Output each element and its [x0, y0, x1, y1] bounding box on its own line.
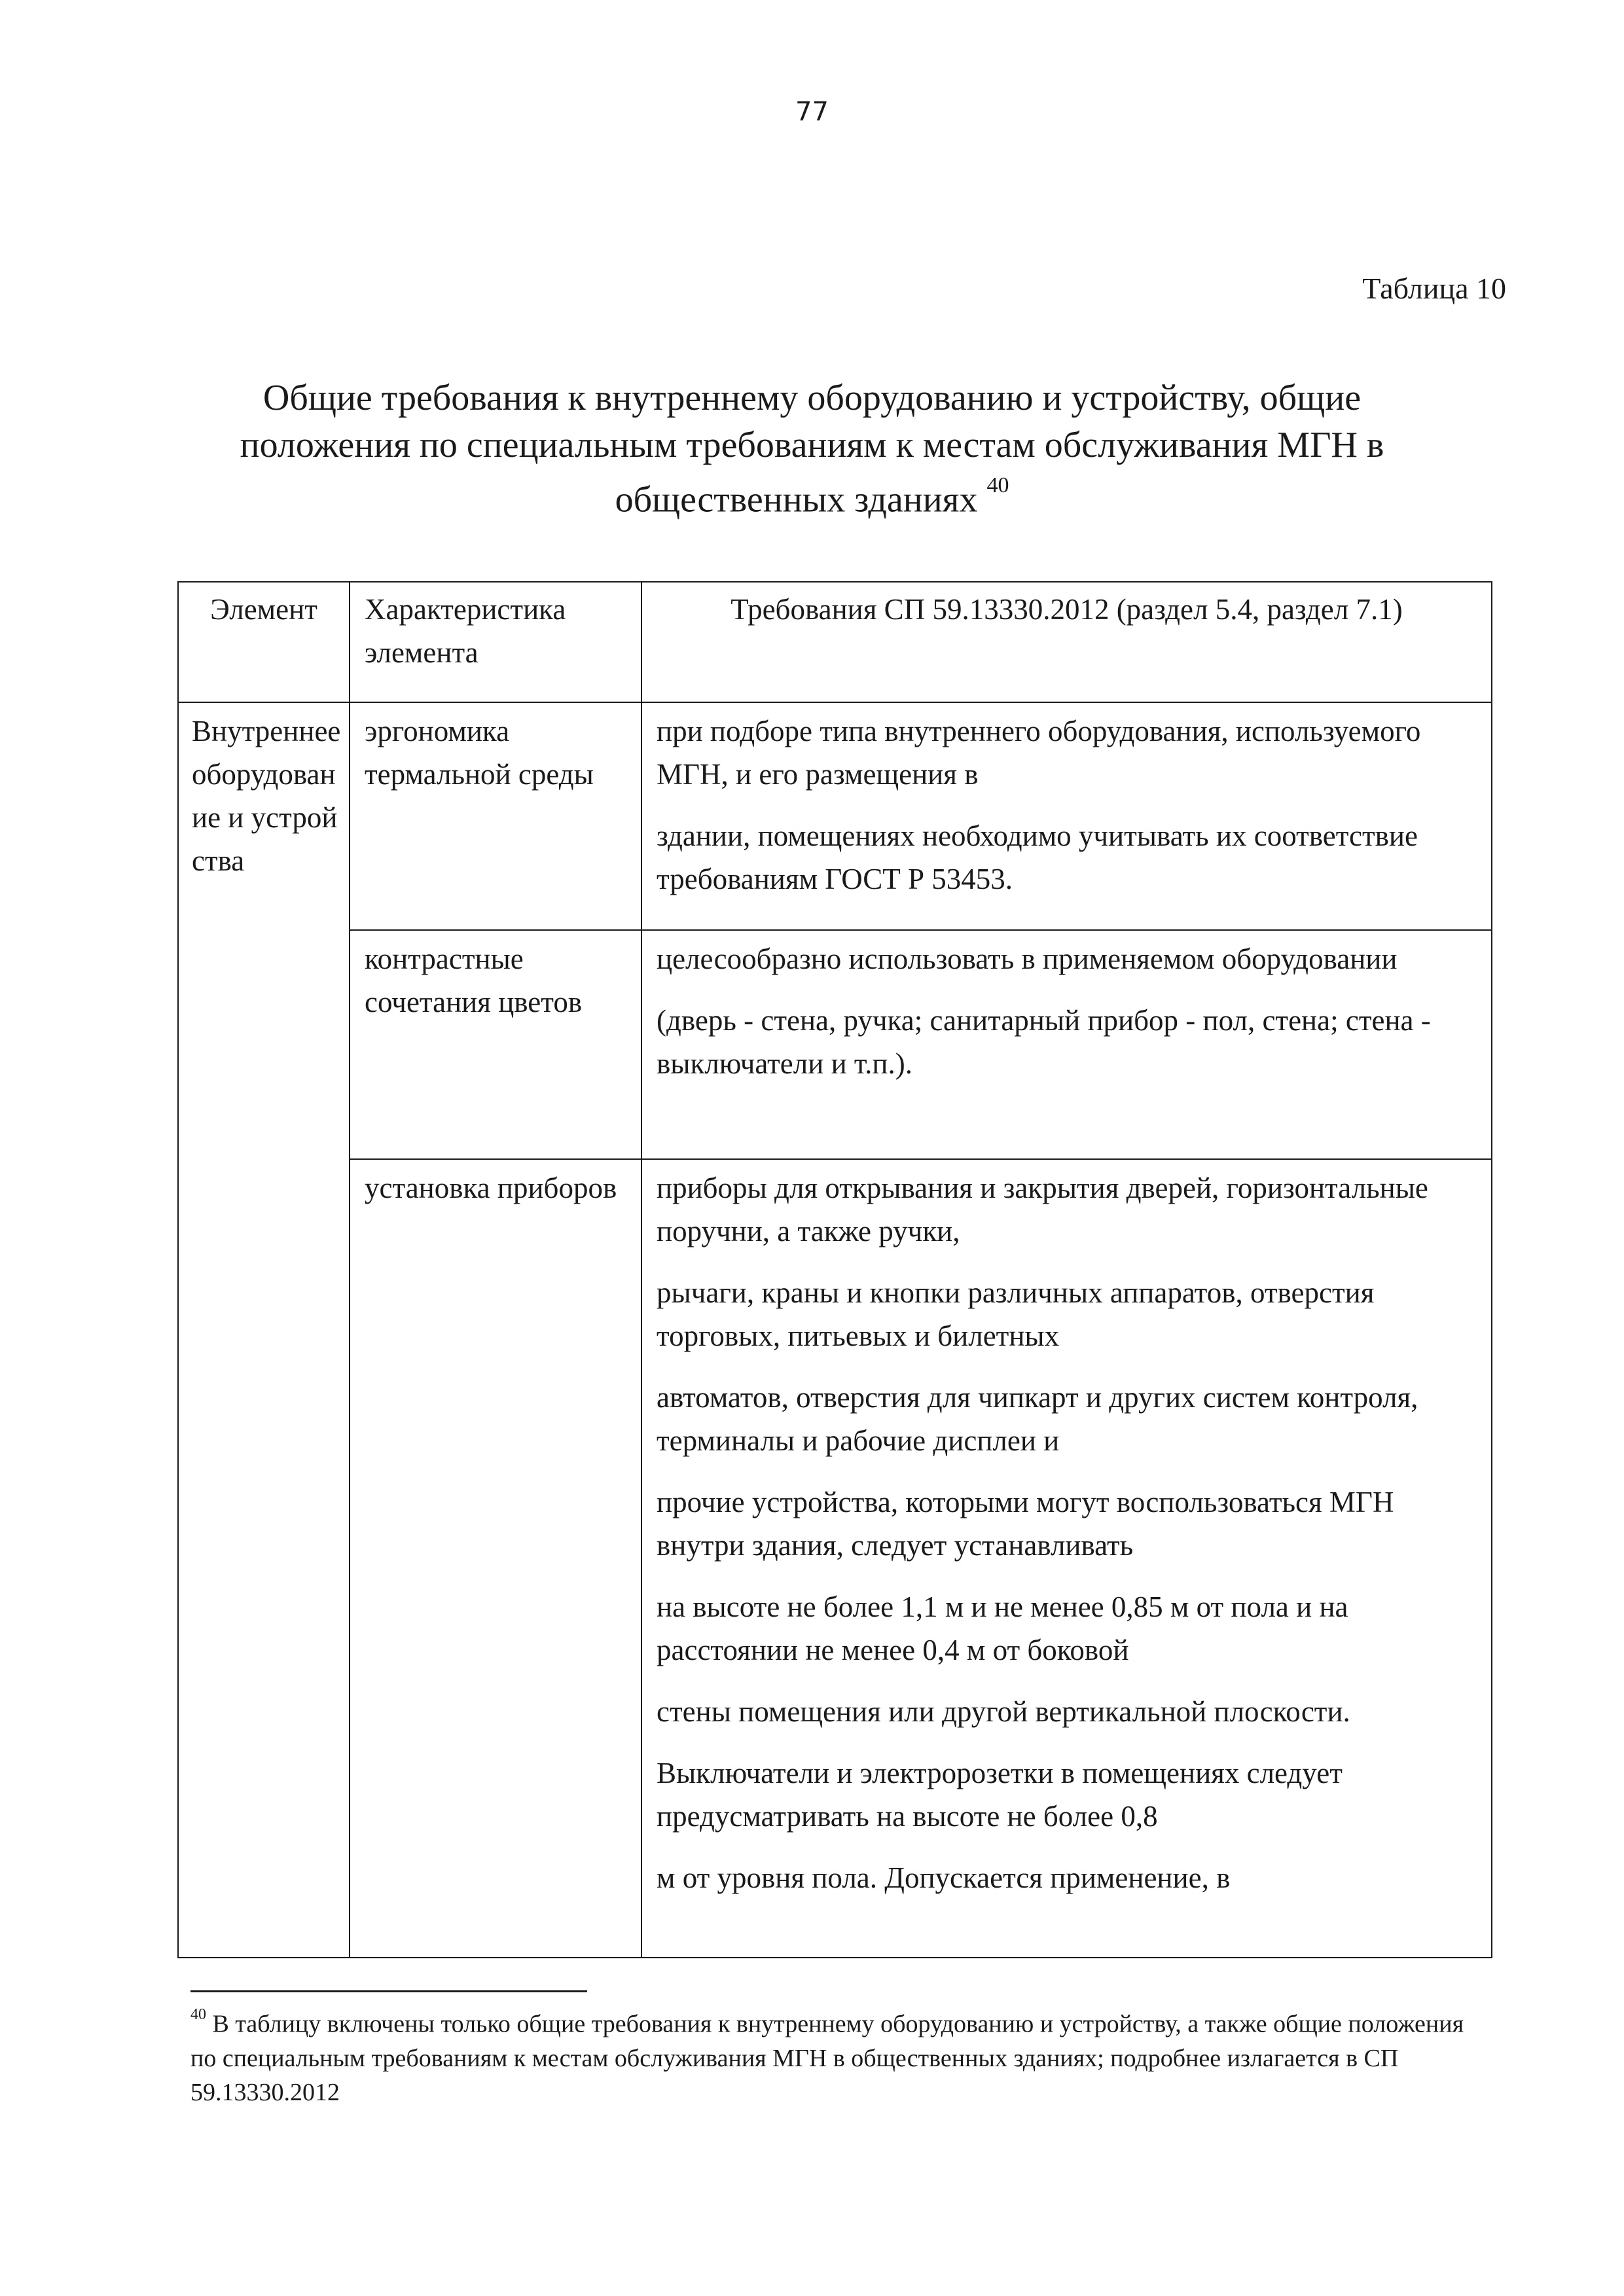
- title-line: Общие требования к внутреннему оборудованию и устройству, общие: [262, 378, 1362, 418]
- table-header-row: [178, 582, 1492, 702]
- title-line-text: общественных зданиях: [615, 479, 978, 520]
- characteristic-cell: установка приборов: [350, 1159, 641, 1958]
- column-header-element: Элемент: [178, 582, 350, 702]
- table-label: Таблица 10: [1362, 272, 1506, 305]
- footnote-reference[interactable]: 40: [986, 473, 1009, 497]
- requirement-paragraph: на высоте не более 1,1 м и не менее 0,85 м от пола и на расстоянии не менее 0,4 м от боковой: [657, 1590, 1348, 1666]
- requirement-paragraph: Выключатели и электророзетки в помещениях следует предусматривать на высоте не более 0,8: [657, 1757, 1343, 1833]
- table-row: [178, 702, 1492, 930]
- footnote: [190, 2001, 1490, 2109]
- requirements-cell: [641, 1159, 1492, 1958]
- requirements-cell: [641, 930, 1492, 1159]
- requirement-paragraph: стены помещения или другой вертикальной плоскости.: [657, 1695, 1350, 1728]
- requirement-paragraph: при подборе типа внутреннего оборудования, используемого МГН, и его размещения в: [657, 715, 1421, 791]
- requirement-paragraph: автоматов, отверстия для чипкарт и других систем контроля, терминалы и рабочие дисплеи и: [657, 1381, 1418, 1457]
- table-row: [178, 1159, 1492, 1958]
- requirement-paragraph: здании, помещениях необходимо учитывать их соответствие требованиям ГОСТ Р 53453.: [657, 819, 1418, 895]
- requirements-table: [177, 581, 1492, 1958]
- table-row: [178, 930, 1492, 1159]
- characteristic-cell: контрастные сочетания цветов: [350, 930, 641, 1159]
- requirement-paragraph: рычаги, краны и кнопки различных аппаратов, отверстия торговых, питьевых и билетных: [657, 1276, 1375, 1352]
- requirement-paragraph: приборы для открывания и закрытия дверей, горизонтальные поручни, а также ручки,: [657, 1172, 1428, 1247]
- footnote-number: 40: [190, 2006, 206, 2023]
- document-title: [196, 374, 1428, 524]
- characteristic-cell: эргономика термальной среды: [350, 702, 641, 930]
- requirement-paragraph: (дверь - стена, ручка; санитарный прибор - пол, стена; стена - выключатели и т.п.).: [657, 1004, 1431, 1080]
- column-header-requirements: Требования СП 59.13330.2012 (раздел 5.4, раздел 7.1): [641, 582, 1492, 702]
- requirement-paragraph: м от уровня пола. Допускается применение, в: [657, 1861, 1231, 1894]
- element-cell: Внутреннее оборудование и устройства: [178, 702, 350, 1958]
- requirement-paragraph: целесообразно использовать в применяемом оборудовании: [657, 942, 1398, 975]
- page-number: 77: [795, 97, 829, 127]
- requirements-cell: [641, 702, 1492, 930]
- footnote-separator: [190, 1990, 587, 1992]
- column-header-characteristic: Характеристика элемента: [350, 582, 641, 702]
- title-line: [196, 469, 1428, 524]
- requirement-paragraph: прочие устройства, которыми могут воспользоваться МГН внутри здания, следует устанавливать: [657, 1486, 1394, 1562]
- footnote-text: В таблицу включены только общие требования к внутреннему оборудованию и устройству, а также общие положения по специальным требованиям к местам обслуживания МГН в общественных зданиях; подробнее излагается в СП 59.13330.2012: [190, 2010, 1464, 2106]
- title-line: положения по специальным требованиям к местам обслуживания МГН в: [240, 425, 1384, 465]
